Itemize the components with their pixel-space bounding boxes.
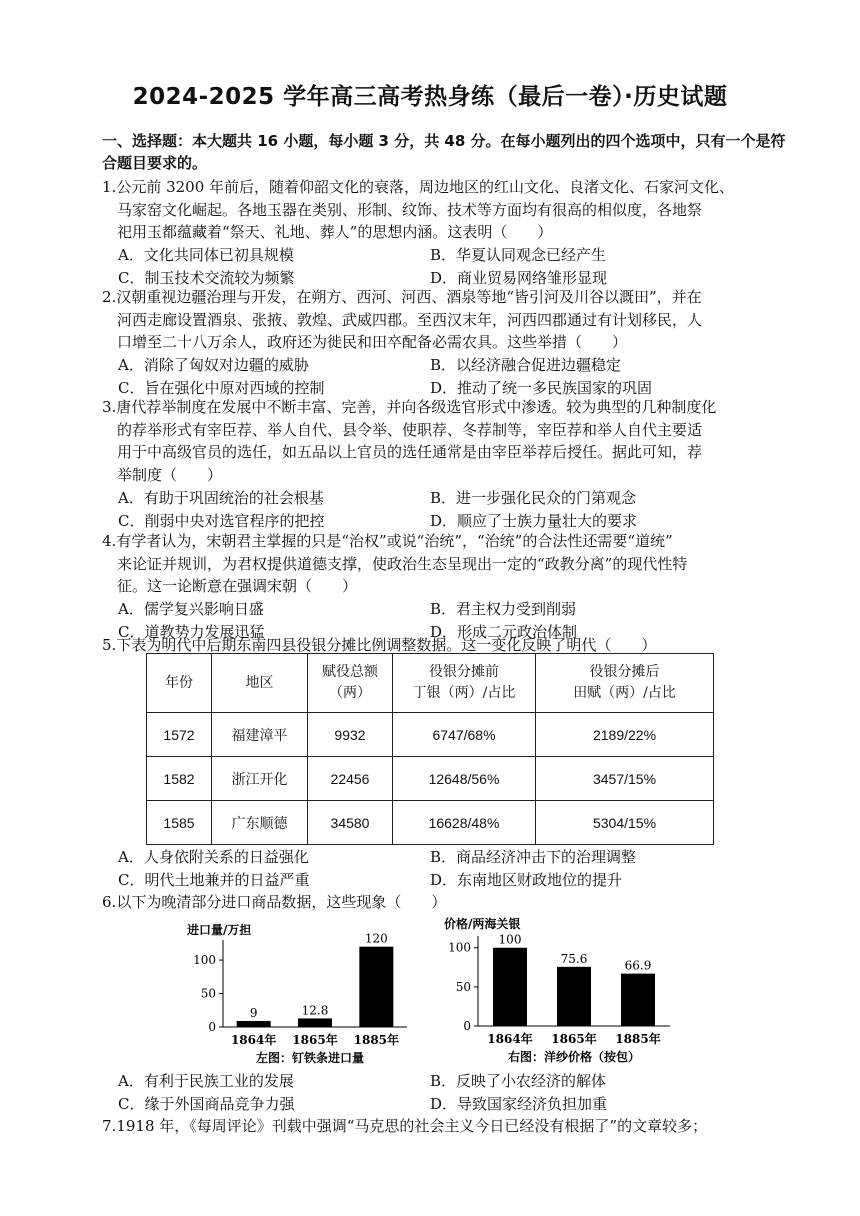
question-text-line: 河西走廊设置酒泉、张掖、敦煌、武威四郡。至西汉末年，河西四郡通过有计划移民，人 [117,310,703,329]
option-a[interactable]: A．儒学复兴影响日盛 [118,600,264,618]
table-cell: 福建漳平 [212,713,308,757]
y-tick-label: 0 [463,1019,471,1033]
option-b[interactable]: B．反映了小农经济的解体 [430,1072,607,1090]
data-label: 120 [364,931,388,946]
bar [237,1021,271,1027]
question-number: 1. [102,178,117,196]
question-1-options [118,244,778,289]
header-before: 役银分摊前 丁银（两）/占比 [412,664,516,701]
x-tick-label: 1865年 [551,1032,597,1046]
question-number: 3. [102,398,117,416]
option-a[interactable]: A．消除了匈奴对边疆的威胁 [118,356,309,374]
bar [621,974,655,1026]
option-b[interactable]: B．商品经济冲击下的治理调整 [430,848,637,866]
table-header [308,654,393,713]
option-c[interactable]: C．道教势力发展迅猛 [118,622,265,641]
option-c[interactable]: C．削弱中央对选官程序的把控 [118,511,325,530]
option-b[interactable]: B．君主权力受到削弱 [430,600,577,618]
option-d[interactable]: D．导致国家经济负担加重 [430,1094,608,1113]
option-a[interactable]: A．文化共同体已初具规模 [118,246,294,264]
header-year: 年份 [165,674,193,691]
option-c[interactable]: C．缘于外国商品竞争力强 [118,1094,295,1113]
question-3 [102,396,792,486]
data-label: 9 [249,1005,258,1020]
question-2-options [118,354,778,399]
table-row [147,801,714,845]
option-a[interactable]: A．有助于巩固统治的社会根基 [118,489,324,507]
table-header [393,654,536,713]
y-axis-label: 进口量/万担 [187,923,252,937]
option-a[interactable]: A．人身依附关系的日益强化 [118,848,309,866]
chart-nail-iron-imports [185,918,430,1073]
data-label: 12.8 [301,1003,329,1018]
question-text-line: 公元前 3200 年前后，随着仰韶文化的衰落，周边地区的红山文化、良渚文化、石家河文化、 [116,178,735,196]
table-cell: 34580 [308,801,393,845]
question-text-line: 祀用玉都蕴藏着“祭天、礼地、葬人”的思想内涵。这表明（ ） [117,223,553,241]
x-tick-label: 1885年 [615,1032,661,1046]
question-text-line: 汉朝重视边疆治理与开发，在朔方、西河、河西、酒泉等地“皆引河及川谷以溉田”，并在 [116,288,702,306]
bar [298,1018,332,1027]
table-header [212,654,308,713]
table-cell: 16628/48% [393,801,536,845]
question-text-line: 举制度（ ） [117,465,223,484]
question-text-line: 来论证并规训，为君权提供道德支撑，使政治生态呈现出一定的“政教分离”的现代性特 [117,554,688,573]
option-d[interactable]: D．东南地区财政地位的提升 [430,870,623,889]
question-text-line: 1918 年，《每周评论》刊载中强调“马克思的社会主义今日已经没有根据了”的文章较多； [116,1117,708,1135]
question-4 [102,530,792,598]
question-number: 7. [102,1117,117,1135]
table-cell: 1572 [147,713,212,757]
table-cell: 1585 [147,801,212,845]
question-6 [102,891,792,914]
question-text-line: 以下为晚清部分进口商品数据，这些现象（ ） [116,893,447,911]
option-c[interactable]: C．制玉技术交流较为频繁 [118,268,295,287]
bar [359,947,393,1027]
y-tick-label: 100 [193,953,216,968]
question-text-line: 征。这一论断意在强调宋朝（ ） [117,577,358,595]
table-cell: 浙江开化 [212,757,308,801]
table-cell: 22456 [308,757,393,801]
question-text-line: 用于中高级官员的选任，如五品以上官员的选任通常是由宰臣举荐后授任。据此可知，荐 [117,443,703,461]
chart-yarn-price [440,912,700,1073]
tax-table [146,653,714,845]
chart-caption: 左图：钉铁条进口量 [255,1051,365,1065]
question-text-line: 的荐举形式有宰臣荐、举人自代、县令举、使职荐、冬荐制等，宰臣荐和举人自代主要适 [117,420,703,439]
header-region: 地区 [245,674,274,691]
data-label: 100 [498,932,522,947]
option-c[interactable]: C．明代土地兼并的日益严重 [118,870,310,889]
option-d[interactable]: D．形成二元政治体制 [430,622,578,641]
table-cell: 6747/68% [393,713,536,757]
y-tick-label: 50 [455,979,471,994]
x-tick-label: 1864年 [487,1032,533,1046]
question-number: 5. [102,636,117,654]
y-tick-label: 0 [208,1020,216,1034]
y-tick-label: 50 [200,986,216,1001]
option-c[interactable]: C．旨在强化中原对西域的控制 [118,378,325,397]
option-b[interactable]: B．进一步强化民众的门第观念 [430,489,637,507]
chart-caption: 右图：洋纱价格（按包） [507,1050,641,1064]
question-5-options [118,846,778,891]
question-number: 6. [102,893,117,911]
table-row [147,757,714,801]
option-b[interactable]: B．以经济融合促进边疆稳定 [430,356,622,374]
table-cell: 12648/56% [393,757,536,801]
data-label: 66.9 [624,958,652,973]
header-after: 役银分摊后 田赋（两）/占比 [573,664,676,701]
question-text-line: 唐代荐举制度在发展中不断丰富、完善，并向各级选官形式中渗透。较为典型的几种制度化 [116,398,717,416]
table-cell: 广东顺德 [212,801,308,845]
y-tick-label: 100 [448,940,471,955]
option-d[interactable]: D．商业贸易网络雏形显现 [430,268,608,287]
question-number: 4. [102,532,117,550]
question-6-options [118,1070,778,1115]
question-3-options [118,487,778,532]
table-cell: 9932 [308,713,393,757]
option-d[interactable]: D．推动了统一多民族国家的巩固 [430,378,653,397]
page-title: 2024-2025 学年高三高考热身练（最后一卷）·历史试题 [132,84,728,110]
bar [557,967,591,1026]
y-axis-label: 价格/两海关银 [444,917,521,931]
x-tick-label: 1865年 [292,1033,338,1047]
table-row [147,713,714,757]
header-total: 赋役总额 （两） [322,664,378,701]
question-2 [102,286,792,354]
question-text-line: 马家窑文化崛起。各地玉器在类别、形制、纹饰、技术等方面均有很高的相似度，各地祭 [117,200,703,219]
question-text-line: 有学者认为，宋朝君主掌握的只是“治权”或说“治统”，“治统”的合法性还需要“道统” [116,532,673,550]
question-number: 2. [102,288,117,306]
table-cell: 5304/15% [536,801,714,845]
table-header [536,654,714,713]
table-header-row [147,654,714,713]
table-cell: 2189/22% [536,713,714,757]
option-a[interactable]: A．有利于民族工业的发展 [118,1072,294,1090]
table-header [147,654,212,713]
question-text-line: 口增至二十八万余人，政府还为徙民和田卒配备必需农具。这些举措（ ） [117,333,628,351]
option-d[interactable]: D．顺应了士族力量壮大的要求 [430,511,638,530]
table-cell: 1582 [147,757,212,801]
option-b[interactable]: B．华夏认同观念已经产生 [430,246,607,264]
x-tick-label: 1864年 [230,1033,277,1047]
question-text-line: 下表为明代中后期东南四县役银分摊比例调整数据。这一变化反映了明代（ ） [116,636,657,654]
bar [493,948,527,1026]
question-1 [102,176,792,244]
question-7 [102,1115,792,1138]
table-cell: 3457/15% [536,757,714,801]
section-heading: 一、选择题：本大题共 16 小题，每小题 3 分，共 48 分。在每小题列出的四个选项中，只有一个是符合题目要求的。 [102,132,786,172]
x-tick-label: 1885年 [353,1033,400,1047]
data-label: 75.6 [560,951,588,966]
